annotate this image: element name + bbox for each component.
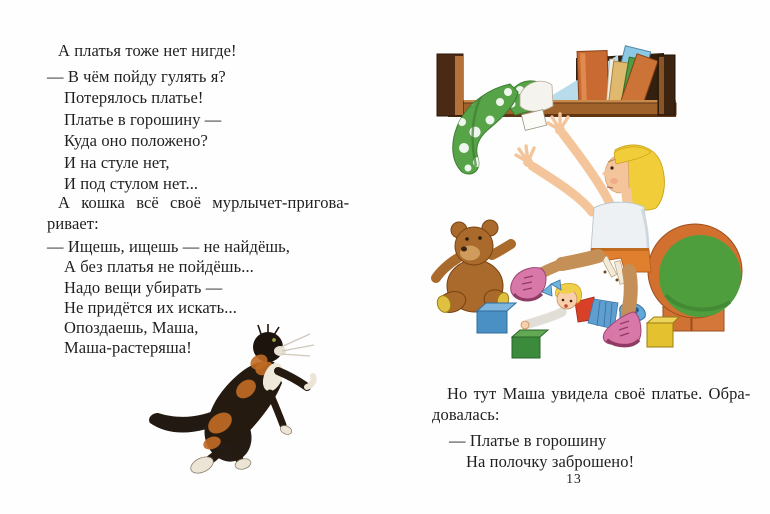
page-number: 13 [566, 471, 582, 486]
poem-line: Куда оно положено? [64, 131, 208, 151]
cat [149, 324, 314, 476]
teddy-arm [492, 244, 511, 255]
block-yellow [647, 323, 673, 347]
poem-line: И под стулом нет... [64, 174, 199, 194]
illustration-girl-reaching-shelf [420, 40, 770, 370]
girl-tank-top [591, 202, 649, 250]
prose-line: ривает: [47, 214, 99, 233]
doll-arm-shadow [528, 312, 562, 324]
poem-stanza-3 [449, 430, 635, 472]
girl-eye [610, 166, 613, 169]
toy-blocks [477, 303, 548, 358]
doll-eye [562, 299, 565, 302]
girl-leg-right [628, 271, 631, 313]
poem-line: Потерялось платье! [64, 88, 204, 108]
block-blue [477, 311, 507, 333]
shelf-bracket-edge2 [659, 57, 664, 114]
cat-front-leg-raised [278, 371, 307, 387]
block-green [512, 337, 540, 358]
illustration-cat [140, 323, 340, 493]
poem-line: Опоздаешь, Маша, [64, 318, 199, 338]
girl-cheek [610, 178, 618, 184]
poem-line: Не придётся их искать... [64, 297, 237, 317]
poem-stanza-1 [47, 66, 226, 194]
teddy-nose [461, 247, 467, 252]
cat-whiskers [281, 334, 314, 356]
teddy-eye [465, 237, 469, 241]
poem-line: А без платья не пойдёшь... [64, 257, 254, 277]
prose-line: Но тут Маша увидела своё платье. Обра- [447, 384, 751, 403]
polka-dot-dress [453, 81, 553, 174]
prose-line: довалась: [432, 405, 500, 424]
teddy-bear [435, 220, 511, 316]
girl-hand-left [516, 146, 534, 167]
shelf-bracket-edge [455, 56, 463, 115]
girl-thigh-left [562, 256, 598, 264]
block-yellow-top [647, 317, 679, 323]
cat-paw-white [307, 376, 314, 387]
prose-line: А кошка всё своё мурлычет-пригова- [58, 193, 350, 212]
doll-mouth [564, 304, 568, 308]
cat-front-leg [270, 393, 283, 425]
cat-eye [272, 338, 276, 342]
doll-hand [521, 321, 529, 329]
poem-line: И на стуле нет, [64, 152, 170, 172]
ball-and-blocks [647, 224, 742, 347]
poem-line: — В чём пойду гулять я? [47, 67, 226, 86]
doll-eye [570, 300, 573, 303]
prose-line: А платья тоже нет нигде! [58, 41, 237, 60]
teddy-eye [478, 236, 482, 240]
poem-line: На полочку заброшено! [466, 452, 635, 471]
poem-line: Надо вещи убирать — [64, 277, 223, 297]
block-green-top [512, 330, 548, 337]
poem-line: Платье в горошину — [64, 109, 222, 129]
poem-line: — Ищешь, ищешь — не найдёшь, [47, 237, 291, 256]
poem-line: — Платье в горошину [449, 431, 607, 450]
poem-line: Маша-растеряша! [64, 338, 192, 358]
girl-arm-left [532, 166, 592, 212]
